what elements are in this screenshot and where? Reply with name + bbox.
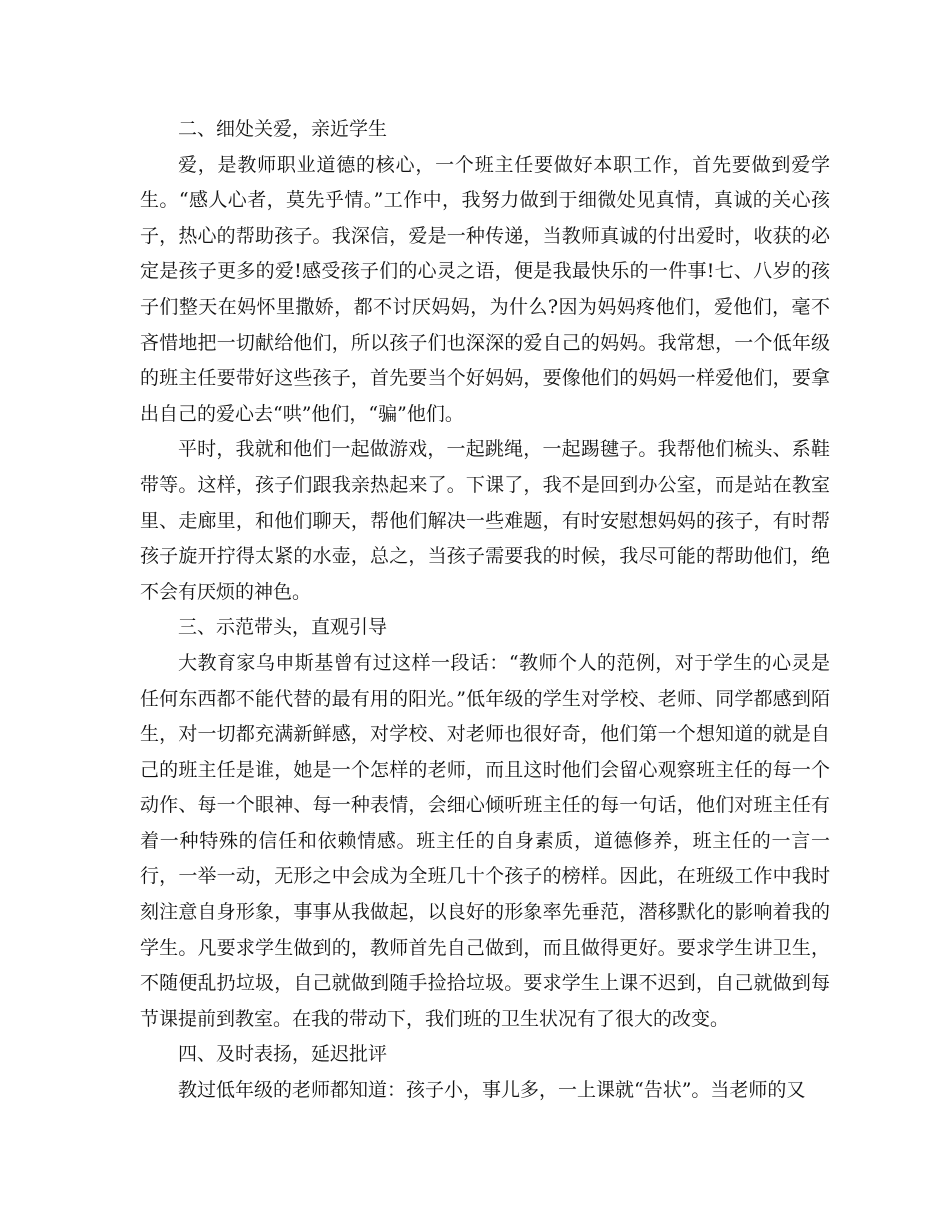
section-heading: 四、及时表扬，延迟批评: [178, 1043, 388, 1066]
body-paragraph: 大教育家乌申斯基曾有过这样一段话：“教师个人的范例，对于学生的心灵是任何东西都不能代替的最有用的阳光。”低年级的学生对学校、老师、同学都感到陌生，对一切都充满新鲜感，对学校、对老师也很好奇，他们第一个想知道的就是自己的班主任是谁，她是一个怎样的老师，而且这时他们会留心观察班主任的每一个动作、每一个眼神、每一种表情，会细心倾听班主任的每一句话，他们对班主任有着一种特殊的信任和依赖情感。班主任的自身素质，道德修养，班主任的一言一行，一举一动，无形之中会成为全班几十个孩子的榜样。因此，在班级工作中我时刻注意自身形象，事事从我做起，以良好的形象率先垂范，潜移默化的影响着我的学生。凡要求学生做到的，教师首先自己做到，而且做得更好。要求学生讲卫生，不随便乱扔垃圾，自己就做到随手捡拾垃圾。要求学生上课不迟到，自己就做到每节课提前到教室。在我的带动下，我们班的卫生状况有了很大的改变。: [140, 651, 830, 1030]
document-page: [140, 112, 830, 1109]
body-paragraph: 平时，我就和他们一起做游戏，一起跳绳，一起踢毽子。我帮他们梳头、系鞋带等。这样，孩子们跟我亲热起来了。下课了，我不是回到办公室，而是站在教室里、走廊里，和他们聊天，帮他们解决一些难题，有时安慰想妈妈的孩子，有时帮孩子旋开拧得太紧的水壶，总之，当孩子需要我的时候，我尽可能的帮助他们，绝不会有厌烦的神色。: [140, 438, 830, 603]
section-heading: 三、示范带头，直观引导: [178, 616, 388, 639]
body-paragraph: 教过低年级的老师都知道：孩子小，事儿多，一上课就“告状”。当老师的又: [178, 1079, 806, 1102]
body-paragraph: 爱，是教师职业道德的核心，一个班主任要做好本职工作，首先要做到爱学生。“感人心者，莫先乎情。”工作中，我努力做到于细微处见真情，真诚的关心孩子，热心的帮助孩子。我深信，爱是一种传递，当教师真诚的付出爱时，收获的必定是孩子更多的爱!感受孩子们的心灵之语，便是我最快乐的一件事!七、八岁的孩子们整天在妈怀里撒娇，都不讨厌妈妈，为什么?因为妈妈疼他们，爱他们，毫不吝惜地把一切献给他们，所以孩子们也深深的爱自己的妈妈。我常想，一个低年级的班主任要带好这些孩子，首先要当个好妈妈，要像他们的妈妈一样爱他们，要拿出自己的爱心去“哄”他们，“骗”他们。: [140, 153, 830, 425]
section-heading: 二、细处关爱，亲近学生: [178, 118, 388, 140]
